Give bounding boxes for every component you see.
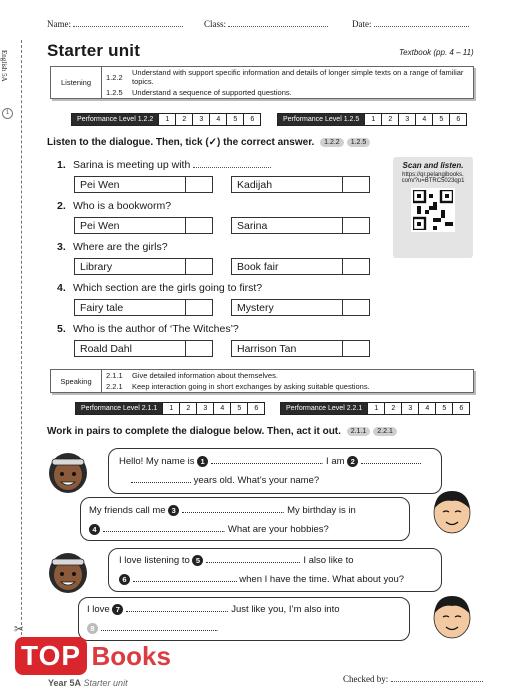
date-field[interactable] xyxy=(352,18,469,29)
footer-year xyxy=(48,678,128,688)
speaking-code-1: 2.1.1 xyxy=(102,370,129,382)
performance-level-2-2-1 xyxy=(280,402,470,415)
skill-tag: 2.1.1 xyxy=(347,427,371,436)
tick-box[interactable] xyxy=(185,177,212,192)
answer-option-b[interactable] xyxy=(231,176,370,193)
question-number: 2. xyxy=(57,200,66,212)
date-label: Date: xyxy=(352,19,372,29)
level-box[interactable]: 3 xyxy=(398,114,415,125)
answer-option-b[interactable] xyxy=(231,299,370,316)
blank-input[interactable] xyxy=(103,522,223,532)
listening-code-1: 1.2.2 xyxy=(102,67,129,88)
bubble-text: . Just like you, I’m also into xyxy=(226,604,340,615)
blank-number: 2 xyxy=(347,456,358,467)
question-number: 3. xyxy=(57,241,66,253)
perf-label: Performance Level 1.2.5 xyxy=(278,114,364,125)
tick-box[interactable] xyxy=(185,300,212,315)
level-box[interactable]: 3 xyxy=(401,403,418,414)
task2-instruction-text: Work in pairs to complete the dialogue below. Then, act it out. xyxy=(47,426,341,437)
checked-by-field[interactable] xyxy=(343,673,483,684)
blank-input[interactable] xyxy=(206,553,298,563)
tick-box[interactable] xyxy=(342,177,369,192)
blank-number: 8 xyxy=(87,623,98,634)
blank-number: 3 xyxy=(168,505,179,516)
question-text: Who is a bookworm? xyxy=(73,200,172,212)
scan-url-line-1: https://qr.pelangibooks. xyxy=(402,172,464,178)
question-text: Who is the author of ‘The Witches’? xyxy=(73,323,239,335)
level-box[interactable]: 5 xyxy=(230,403,247,414)
blank-number: 5 xyxy=(192,555,203,566)
task1-instruction xyxy=(47,137,370,148)
blank-input[interactable] xyxy=(361,454,421,464)
option-text: Sarina xyxy=(237,220,268,232)
speech-bubble-4 xyxy=(78,597,410,641)
performance-level-1-2-2 xyxy=(71,113,261,126)
bubble-text: My friends call me xyxy=(89,505,166,516)
boy-face-icon xyxy=(430,592,474,640)
level-box[interactable]: 1 xyxy=(162,403,179,414)
blank-input[interactable] xyxy=(211,454,321,464)
question-text: Where are the girls? xyxy=(73,241,168,253)
speech-bubble-1 xyxy=(108,448,442,494)
listening-objectives xyxy=(50,66,474,99)
answer-option-a[interactable] xyxy=(74,258,213,275)
scan-and-listen-box xyxy=(393,157,473,258)
bubble-text: . I also like to xyxy=(298,555,354,566)
option-text: Pei Wen xyxy=(80,179,120,191)
tick-box[interactable] xyxy=(342,259,369,274)
question-number: 1. xyxy=(57,159,66,171)
option-text: Harrison Tan xyxy=(237,343,297,355)
blank-input[interactable] xyxy=(182,503,282,513)
question-1 xyxy=(57,159,271,171)
task2-instruction xyxy=(47,426,397,437)
blank-input[interactable] xyxy=(133,572,237,582)
option-text: Roald Dahl xyxy=(80,343,132,355)
bubble-text: I love xyxy=(87,604,110,615)
level-box[interactable]: 2 xyxy=(179,403,196,414)
answer-option-b[interactable] xyxy=(231,258,370,275)
speaking-desc-2: Keep interaction going in short exchanges by asking suitable questions. xyxy=(128,381,474,393)
level-box[interactable]: 3 xyxy=(196,403,213,414)
logo-books: Books xyxy=(91,641,171,671)
performance-level-2-1-1 xyxy=(75,402,265,415)
blank-input[interactable] xyxy=(126,602,226,612)
level-box[interactable]: 5 xyxy=(435,403,452,414)
question-5 xyxy=(57,323,239,335)
answer-option-a[interactable] xyxy=(74,340,213,357)
bubble-text: . My birthday is in xyxy=(281,505,356,516)
tick-box[interactable] xyxy=(342,341,369,356)
topbooks-logo xyxy=(15,637,205,679)
side-margin-line xyxy=(21,40,22,640)
level-box[interactable]: 1 xyxy=(364,114,381,125)
boy-face-icon xyxy=(430,487,474,535)
perf-label: Performance Level 1.2.2 xyxy=(72,114,158,125)
perf-label: Performance Level 2.2.1 xyxy=(281,403,367,414)
bubble-text: Hello! My name is xyxy=(119,456,195,467)
tick-box[interactable] xyxy=(185,341,212,356)
option-text: Mystery xyxy=(237,302,274,314)
question-text: Sarina is meeting up with xyxy=(73,159,191,171)
blank-number: 7 xyxy=(112,604,123,615)
speech-bubble-2 xyxy=(80,497,410,541)
answer-option-b[interactable] xyxy=(231,217,370,234)
qr-code-icon[interactable] xyxy=(411,188,455,232)
level-box[interactable]: 2 xyxy=(384,403,401,414)
listening-code-2: 1.2.5 xyxy=(102,87,129,99)
level-box[interactable]: 1 xyxy=(158,114,175,125)
option-text: Book fair xyxy=(237,261,279,273)
bubble-text: I love listening to xyxy=(119,555,190,566)
level-box[interactable]: 4 xyxy=(213,403,230,414)
blank-number: 4 xyxy=(89,524,100,535)
speech-bubble-3 xyxy=(108,548,442,592)
checked-by-label: Checked by: xyxy=(343,674,389,684)
level-box[interactable]: 5 xyxy=(226,114,243,125)
perf-label: Performance Level 2.1.1 xyxy=(76,403,162,414)
task1-instruction-text: Listen to the dialogue. Then, tick (✓) the correct answer. xyxy=(47,137,315,148)
speaking-desc-1: Give detailed information about themselves. xyxy=(128,370,474,382)
level-box[interactable]: 4 xyxy=(415,114,432,125)
level-box[interactable]: 1 xyxy=(367,403,384,414)
logo-top: TOP xyxy=(15,637,87,675)
level-box[interactable]: 2 xyxy=(381,114,398,125)
question-number: 4. xyxy=(57,282,66,294)
listening-skill-label: Listening xyxy=(51,67,102,99)
performance-level-1-2-5 xyxy=(277,113,467,126)
side-label: English 5A xyxy=(0,50,8,82)
level-box[interactable]: 6 xyxy=(243,114,260,125)
skill-tag: 1.2.5 xyxy=(347,138,371,147)
answer-option-a[interactable] xyxy=(74,299,213,316)
girl-face-icon xyxy=(46,447,90,495)
option-text: Kadijah xyxy=(237,179,273,191)
footer-unit-label: Starter unit xyxy=(83,678,128,688)
option-text: Fairy tale xyxy=(80,302,124,314)
listening-desc-1: Understand with support specific information and details of longer simple texts on a range of familiar topics. xyxy=(128,67,474,88)
footer-year-label: Year 5A xyxy=(48,678,82,688)
skill-tag: 2.2.1 xyxy=(373,427,397,436)
scissors-icon: ✂ xyxy=(14,622,25,636)
tick-box[interactable] xyxy=(185,218,212,233)
level-box[interactable]: 6 xyxy=(452,403,469,414)
answer-option-b[interactable] xyxy=(231,340,370,357)
textbook-reference: Textbook (pp. 4 – 11) xyxy=(399,48,474,57)
bubble-text: . What are your hobbies? xyxy=(222,524,329,535)
question-2 xyxy=(57,200,171,212)
listening-desc-2: Understand a sequence of supported questions. xyxy=(128,87,474,99)
name-field[interactable] xyxy=(47,18,183,29)
answer-option-a[interactable] xyxy=(74,176,213,193)
class-label: Class: xyxy=(204,19,227,29)
level-box[interactable]: 6 xyxy=(247,403,264,414)
level-box[interactable]: 3 xyxy=(192,114,209,125)
question-3 xyxy=(57,241,168,253)
level-box[interactable]: 2 xyxy=(175,114,192,125)
speaking-skill-label: Speaking xyxy=(51,370,102,393)
bubble-text: years old. What’s your name? xyxy=(193,475,320,486)
option-text: Library xyxy=(80,261,113,273)
blank-input[interactable] xyxy=(101,621,216,631)
option-text: Pei Wen xyxy=(80,220,120,232)
page-circle-icon: 1 xyxy=(2,108,13,119)
bubble-text: when I have the time. What about you? xyxy=(239,574,405,585)
level-box[interactable]: 6 xyxy=(449,114,466,125)
level-box[interactable]: 4 xyxy=(418,403,435,414)
bubble-text: . xyxy=(215,623,219,634)
level-box[interactable]: 4 xyxy=(209,114,226,125)
tick-box[interactable] xyxy=(342,218,369,233)
tick-box[interactable] xyxy=(185,259,212,274)
question-number: 5. xyxy=(57,323,66,335)
bubble-text: . I am xyxy=(320,456,345,467)
skill-tag: 1.2.2 xyxy=(320,138,344,147)
class-field[interactable] xyxy=(204,18,328,29)
speaking-objectives xyxy=(50,369,474,393)
question-4 xyxy=(57,282,262,294)
tick-box[interactable] xyxy=(342,300,369,315)
blank-number: 1 xyxy=(197,456,208,467)
level-box[interactable]: 5 xyxy=(432,114,449,125)
answer-option-a[interactable] xyxy=(74,217,213,234)
scan-url-line-2: com/?u=BTRC5023qp1 xyxy=(401,178,465,184)
girl-face-icon xyxy=(46,547,90,595)
blank-input[interactable] xyxy=(131,473,191,483)
blank-number: 6 xyxy=(119,574,130,585)
speaking-code-2: 2.2.1 xyxy=(102,381,129,393)
page-title: Starter unit xyxy=(47,41,141,60)
scan-title: Scan and listen. xyxy=(402,161,464,170)
name-label: Name: xyxy=(47,19,71,29)
question-text: Which section are the girls going to first? xyxy=(73,282,263,294)
